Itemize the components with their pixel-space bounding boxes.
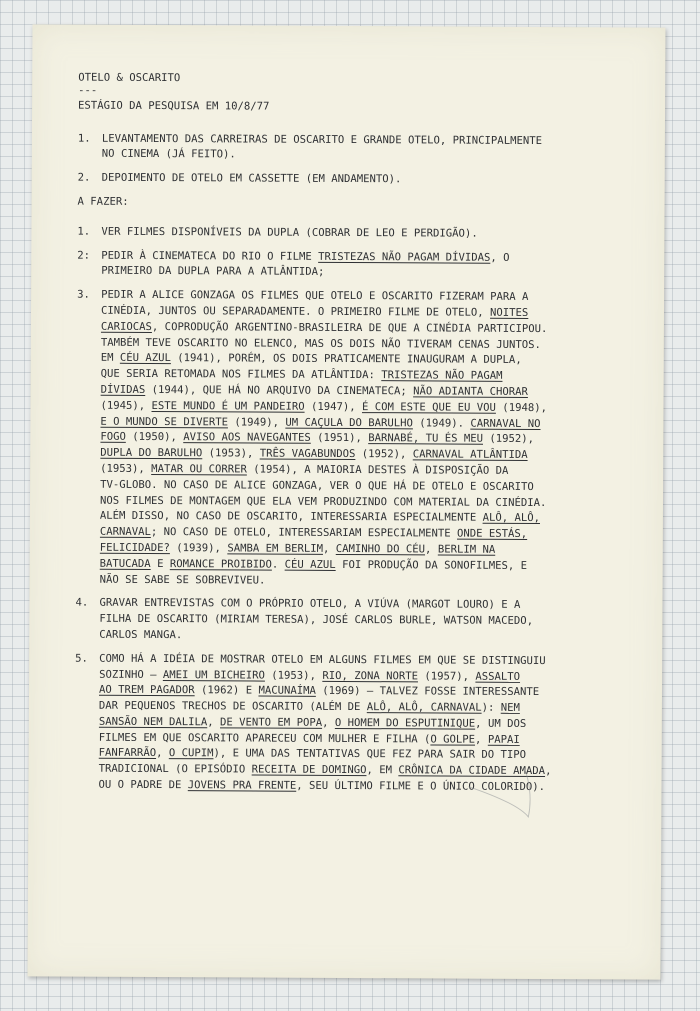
underlined-film-title: BATUCADA <box>99 557 151 570</box>
text-segment: (1951), <box>310 432 369 445</box>
section-label-a-fazer: A FAZER: <box>77 195 129 208</box>
underlined-film-title: AO TREM PAGADOR <box>98 684 195 697</box>
underlined-film-title: MATAR OU CORRER <box>151 462 247 476</box>
text-segment: LEVANTAMENTO DAS CARREIRAS DE OSCARITO E GRANDE OTELO, PRINCIPALMENTE <box>101 132 543 147</box>
underlined-film-title: CARNAVAL ATLÂNTIDA <box>412 448 528 462</box>
underlined-film-title: FANFARRÃO <box>98 747 157 760</box>
text-segment: TV-GLOBO. NO CASO DE ALICE GONZAGA, VER O QUE HÁ DE OTELO E OSCARITO <box>100 478 534 493</box>
text-segment: COMO HÁ A IDÉIA DE MOSTRAR OTELO EM ALGUNS FILMES EM QUE SE DISTINGUIU <box>99 652 546 667</box>
item-number: 2: <box>77 249 91 262</box>
text-segment: DEPOIMENTO DE OTELO EM CASSETTE (EM ANDAMENTO). <box>101 171 402 186</box>
item-text <box>99 596 635 646</box>
text-segment: ALÉM DISSO, NO CASO DE OSCARITO, INTERESSARIA ESPECIALMENTE <box>99 510 483 525</box>
text-segment: , UM DOS <box>475 717 527 730</box>
list-item <box>76 288 638 591</box>
text-segment: VER FILMES DISPONÍVEIS DA DUPLA (COBRAR DE LEO E PERDIGÃO). <box>101 225 478 240</box>
text-segment: CINÉDIA, JUNTOS OU SEPARADAMENTE. O PRIMEIRO FILME DE OTELO, <box>100 304 491 319</box>
text-segment: E <box>150 557 170 570</box>
underlined-film-title: ALÔ, ALÔ, <box>482 512 541 525</box>
underlined-film-title: E O MUNDO SE DIVERTE <box>100 415 229 428</box>
underlined-film-title: AMEI UM BICHEIRO <box>162 668 265 682</box>
text-segment: SOZINHO — <box>99 668 163 681</box>
text-segment: . <box>271 558 285 571</box>
underlined-film-title: JOVENS PRA FRENTE <box>187 779 297 792</box>
underlined-film-title: DUPLA DO BARULHO <box>100 446 203 460</box>
underlined-film-title: ASSALTO <box>475 670 521 683</box>
list-item <box>74 651 635 796</box>
text-segment: , <box>322 716 335 729</box>
text-segment: FILHA DE OSCARITO (MIRIAM TERESA), JOSÉ CARLOS BURLE, WATSON MACEDO, <box>99 612 534 628</box>
underlined-film-title: O GOLPE <box>430 733 476 746</box>
text-segment: (1953), <box>100 462 152 475</box>
text-segment: , <box>545 765 552 778</box>
text-line <box>98 778 634 797</box>
text-segment: OU O PADRE DE <box>98 778 188 792</box>
underlined-film-title: TRÊS VAGABUNDOS <box>259 447 356 461</box>
list-item <box>77 248 637 283</box>
text-segment: (1949). <box>412 416 471 430</box>
item-text <box>98 651 635 796</box>
text-segment: PEDIR À CINEMATECA DO RIO O FILME <box>101 249 319 263</box>
underlined-film-title: O HOMEM DO ESPUTINIQUE <box>334 716 476 730</box>
text-line <box>99 628 635 647</box>
item-number: 3. <box>77 288 90 301</box>
text-segment: , <box>156 747 169 760</box>
underlined-film-title: RECEITA DE DOMINGO <box>251 763 367 777</box>
underlined-film-title: CAMINHO DO CÉU <box>335 542 426 556</box>
text-segment: CARLOS MANGA. <box>99 628 183 642</box>
underlined-film-title: O CUPIM <box>168 747 214 760</box>
list-item <box>77 224 637 243</box>
text-segment: (1962) E <box>194 684 259 697</box>
underlined-film-title: CARNAVAL NO <box>470 417 541 430</box>
underlined-film-title: MACUNAÍMA <box>258 684 316 698</box>
underlined-film-title: AVISO AOS NAVEGANTES <box>183 431 311 445</box>
text-segment: TRADICIONAL (O EPISÓDIO <box>98 762 252 776</box>
text-segment: PRIMEIRO DA DUPLA PARA A ATLÂNTIDA; <box>101 265 325 279</box>
underlined-film-title: CÉU AZUL <box>284 558 336 571</box>
underlined-film-title: ROMANCE PROIBIDO <box>169 557 272 571</box>
text-segment: (1953), <box>202 447 260 460</box>
item-number: 4. <box>75 596 89 609</box>
text-segment: , COPRODUÇÃO ARGENTINO-BRASILEIRA DE QUE A CINÉDIA PARTICIPOU. <box>151 320 548 335</box>
text-segment: , <box>207 716 221 729</box>
text-segment: (1944), QUE HÁ NO ARQUIVO DA CINEMATECA; <box>145 383 414 398</box>
text-segment: (1969) — TALVEZ FOSSE INTERESSANTE <box>315 685 540 699</box>
text-segment: FILMES EM QUE OSCARITO APARECEU COM MULHER E FILHA ( <box>98 731 431 746</box>
paper-sheet <box>28 24 666 979</box>
text-line <box>100 572 636 591</box>
text-line <box>101 264 637 283</box>
underlined-film-title: É COM ESTE QUE EU VOU <box>361 400 496 414</box>
underlined-film-title: BARNABÉ, TU ÉS MEU <box>368 432 484 446</box>
text-segment: (1952), <box>483 433 535 446</box>
todo-items-list <box>74 224 637 796</box>
text-segment: , SEU ÚLTIMO FILME E O ÚNICO COLORIDO). <box>296 779 546 794</box>
underlined-film-title: CRÔNICA DA CIDADE AMADA <box>398 764 546 778</box>
text-segment: NÃO SE SABE SE SOBREVIVEU. <box>99 573 266 587</box>
text-segment: (1957), <box>417 669 476 683</box>
text-segment: ): <box>481 701 501 714</box>
text-segment: , O <box>490 251 510 264</box>
list-item <box>75 596 635 646</box>
item-number: 1. <box>77 225 91 238</box>
list-item <box>78 131 638 166</box>
text-segment: FOI PRODUÇÃO DA SONOFILMES, E <box>335 558 528 572</box>
underlined-film-title: TRISTEZAS NÃO PAGAM <box>381 369 503 382</box>
underlined-film-title: NÃO ADIANTA CHORAR <box>413 385 528 398</box>
underlined-film-title: BERLIM NA <box>437 543 496 556</box>
text-segment: (1947), <box>304 400 363 413</box>
typewritten-memo <box>74 71 638 805</box>
text-segment: , EM <box>366 764 399 777</box>
underlined-film-title: RIO, ZONA NORTE <box>322 669 419 682</box>
item-text <box>101 248 637 282</box>
text-segment: EM <box>100 352 120 365</box>
underlined-film-title: FELICIDADE? <box>99 541 170 554</box>
done-items-list <box>78 131 638 189</box>
text-segment: PEDIR A ALICE GONZAGA OS FILMES QUE OTELO E OSCARITO FIZERAM PARA A <box>101 288 529 304</box>
text-segment: (1954), A MAIORIA DESTES À DISPOSIÇÃO DA <box>246 463 509 477</box>
text-segment: NOS FILMES DE MONTAGEM QUE ELA VEM PRODUZINDO COM MATERIAL DA CINÉDIA. <box>99 494 547 509</box>
list-item <box>78 171 638 190</box>
item-text <box>102 131 638 165</box>
text-segment: NO CINEMA (JÁ FEITO). <box>101 148 236 161</box>
underlined-film-title: SANSÃO NEM DALILA <box>98 715 208 729</box>
underlined-film-title: NEM <box>500 701 520 715</box>
text-segment: (1953), <box>264 669 323 682</box>
underlined-film-title: UM CAÇULA DO BARULHO <box>285 416 413 429</box>
text-line <box>102 147 638 166</box>
text-segment: ), E UMA DAS TENTATIVAS QUE FEZ PARA SAIR DO TIPO <box>213 747 527 762</box>
text-segment: , <box>475 733 488 746</box>
underlined-film-title: TRISTEZAS NÃO PAGAM DÍVIDAS <box>318 250 491 264</box>
memo-title: OTELO & OSCARITO <box>78 71 181 85</box>
underlined-film-title: CARIOCAS <box>100 320 152 333</box>
underlined-film-title: PAPAI <box>487 733 520 746</box>
text-line <box>102 171 638 190</box>
underlined-film-title: ESTE MUNDO É UM PANDEIRO <box>151 399 305 413</box>
item-number: 1. <box>77 132 91 145</box>
text-segment: TAMBÉM TEVE OSCARITO NO ELENCO, MAS OS DOIS NÃO TIVERAM CENAS JUNTOS. <box>100 336 541 351</box>
text-segment: , <box>322 542 336 555</box>
text-segment: GRAVAR ENTREVISTAS COM O PRÓPRIO OTELO, A VIÚVA (MARGOT LOURO) E A <box>99 597 521 612</box>
text-segment: QUE SERIA RETOMADA NOS FILMES DA ATLÂNTIDA: <box>100 367 382 382</box>
item-text <box>102 171 638 190</box>
text-segment: (1939), <box>169 541 228 555</box>
text-segment: (1948), <box>495 401 548 414</box>
text-segment: DAR PEQUENOS TRECHOS DE OSCARITO (ALÉM DE <box>98 699 367 714</box>
underlined-film-title: CARNAVAL <box>99 525 151 539</box>
item-text <box>100 288 638 591</box>
title-rule: --- <box>78 84 98 97</box>
item-number: 5. <box>75 652 88 665</box>
text-segment: (1941), PORÉM, OS DOIS PRATICAMENTE INAUGURAM A DUPLA, <box>170 352 522 367</box>
item-number: 2. <box>77 171 91 184</box>
underlined-film-title: NOITES <box>490 306 529 319</box>
text-segment: , <box>425 543 438 556</box>
underlined-film-title: FOGO <box>100 431 126 444</box>
text-segment: (1952), <box>355 448 413 461</box>
underlined-film-title: ALÔ, ALÔ, CARNAVAL <box>366 701 482 714</box>
text-line <box>101 224 637 243</box>
underlined-film-title: CÉU AZUL <box>119 352 171 365</box>
text-segment: (1950), <box>125 431 184 444</box>
text-segment: (1945), <box>100 399 152 412</box>
underlined-film-title: ONDE ESTÁS, <box>456 527 528 541</box>
underlined-film-title: SAMBA EM BERLIM <box>227 542 324 555</box>
underlined-film-title: DÍVIDAS <box>100 383 146 396</box>
text-segment: (1949), <box>227 415 286 429</box>
item-text <box>101 224 637 243</box>
memo-subtitle: ESTÁGIO DA PESQUISA EM 10/8/77 <box>78 99 270 113</box>
text-segment: ; NO CASO DE OTELO, INTERESSARIAM ESPECIALMENTE <box>150 526 458 540</box>
underlined-film-title: DE VENTO EM POPA <box>220 716 323 729</box>
